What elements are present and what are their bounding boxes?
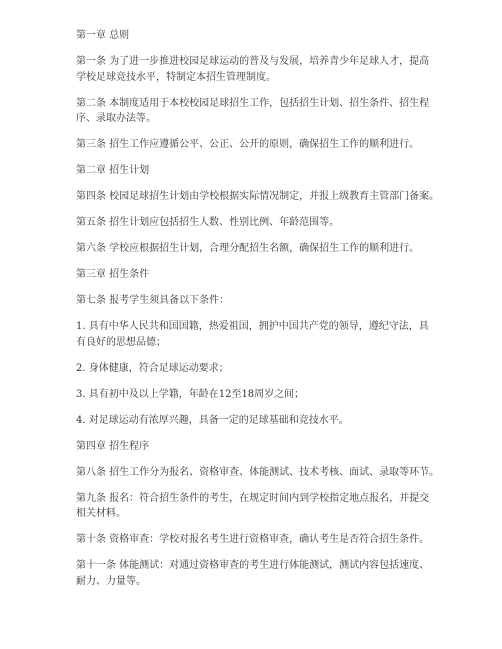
article-2: 第二条 本制度适用于本校校园足球招生工作，包括招生计划、招生条件、招生程 序、录取办法等。 — [76, 97, 430, 124]
article-5: 第五条 招生计划应包括招生人数、性别比例、年龄范围等。 — [76, 217, 340, 228]
condition-4: 4. 对足球运动有浓厚兴趣，具备一定的足球基础和竞技水平。 — [76, 414, 349, 426]
article-9: 第九条 报名：符合招生条件的考生，在规定时间内到学校指定地点报名，并提交 相关材料。 — [76, 492, 430, 519]
article-6: 第六条 学校应根据招生计划，合理分配招生名额，确保招生工作的顺利进行。 — [76, 243, 420, 254]
article-4: 第四条 校园足球招生计划由学校根据实际情况制定，并报上级教育主管部门备案。 — [76, 191, 440, 202]
article-8: 第八条 招生工作分为报名、资格审查、体能测试、技术考核、面试、录取等环节。 — [76, 466, 440, 478]
condition-3: 3. 具有初中及以上学籍，年龄在12至18周岁之间； — [76, 388, 305, 400]
condition-2: 2. 身体健康，符合足球运动要求； — [76, 362, 229, 374]
article-7: 第七条 报考学生须具备以下条件： — [76, 295, 230, 306]
condition-1: 1. 具有中华人民共和国国籍，热爱祖国，拥护中国共产党的领导，遵纪守法，具 有良好的思想品德； — [76, 321, 429, 348]
article-11: 第十一条 体能测试：对通过资格审查的考生进行体能测试，测试内容包括速度、 耐力、力量等。 — [76, 560, 430, 587]
article-1: 第一条 为了进一步推进校园足球运动的普及与发展，培养青少年足球人才，提高 学校足球竞技水平，特制定本招生管理制度。 — [76, 56, 430, 83]
chapter-1-heading: 第一章 总则 — [76, 30, 130, 41]
article-10: 第十条 资格审查：学校对报名考生进行资格审查，确认考生是否符合招生条件。 — [76, 534, 430, 545]
chapter-2-heading: 第二章 招生计划 — [76, 165, 150, 176]
article-3: 第三条 招生工作应遵循公平、公正、公开的原则，确保招生工作的顺利进行。 — [76, 139, 420, 150]
chapter-4-heading: 第四章 招生程序 — [76, 440, 150, 452]
chapter-3-heading: 第三章 招生条件 — [76, 269, 150, 280]
